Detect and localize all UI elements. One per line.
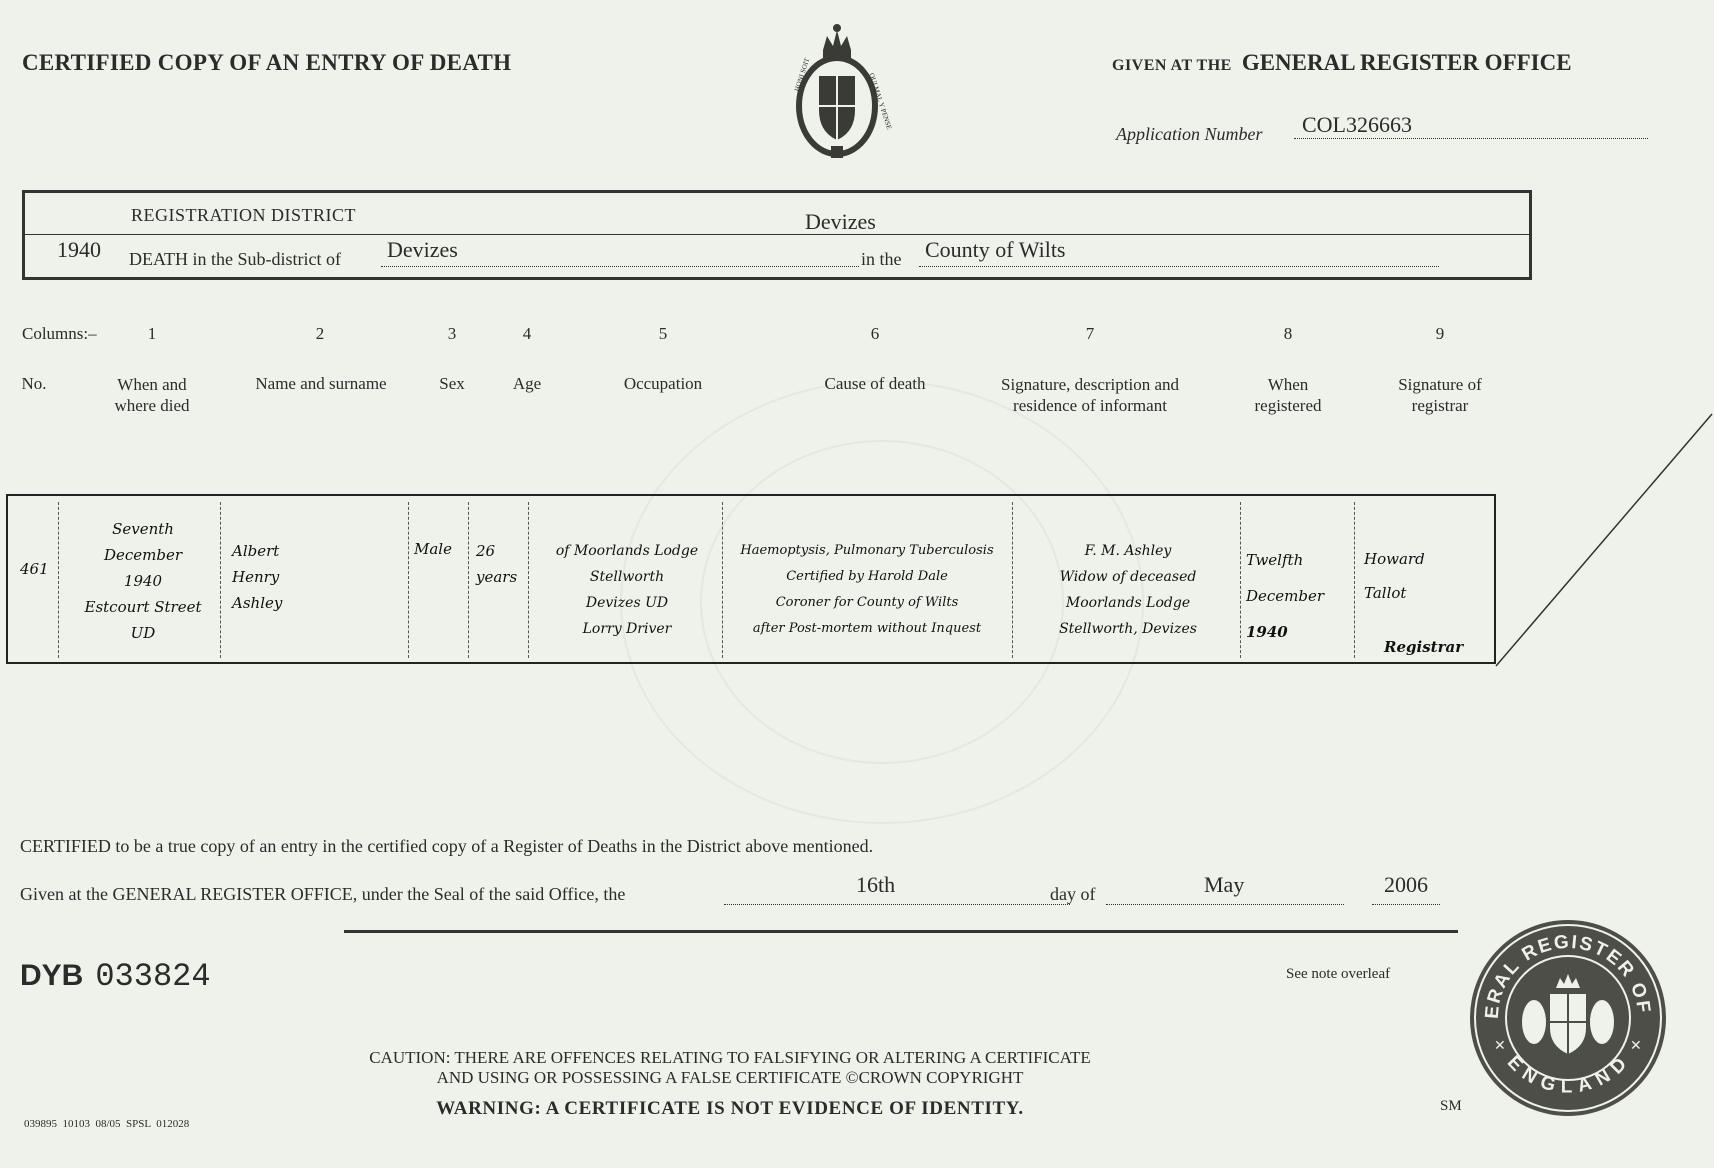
column-header-registered-line2: registered (1254, 396, 1322, 415)
entry-sex: Male (414, 540, 452, 558)
district-divider (25, 234, 1529, 235)
col-divider-2 (220, 502, 221, 658)
entry-when-where-line1: Seventh (112, 520, 174, 538)
column-header-informant (970, 374, 1210, 416)
svg-text:✕: ✕ (1494, 1038, 1506, 1054)
entry-cause-line3: Coroner for County of Wilts (775, 595, 959, 610)
entry-when-where-line2: December (103, 546, 183, 564)
entry-cause-line4: after Post-mortem without Inquest (752, 621, 982, 636)
form-code: 039895 10103 08/05 SPSL 012028 (24, 1118, 190, 1130)
entry-when-where-line3: 1940 (123, 572, 163, 590)
col-divider-9 (1354, 502, 1355, 658)
entry-name-line1: Albert (232, 542, 280, 560)
general-register-office-heading: GENERAL REGISTER OFFICE (1241, 50, 1572, 75)
column-header-registrar-line1: Signature of (1398, 375, 1482, 394)
column-number-4: 4 (522, 324, 532, 343)
day-of-label: day of (1050, 884, 1096, 904)
column-header-registered (1228, 374, 1348, 416)
sub-district-dotline (381, 266, 859, 267)
entry-name-line2: Henry (232, 568, 280, 586)
sm-mark: SM (1440, 1098, 1462, 1114)
entry-table (6, 494, 1496, 664)
caution-line2: AND USING OR POSSESSING A FALSE CERTIFICATE ©CROWN COPYRIGHT (436, 1068, 1024, 1087)
caution-block (280, 1048, 1180, 1120)
given-day: 16th (856, 872, 896, 897)
entry-cause-line2: Certified by Harold Dale (786, 569, 948, 584)
column-header-informant-line2: residence of informant (1013, 396, 1167, 415)
entry-registered-line3: 1940 (1246, 623, 1288, 641)
column-header-cause: Cause of death (824, 374, 926, 393)
entry-informant-line2: Widow of deceased (1059, 569, 1197, 585)
sub-district-value: Devizes (387, 237, 458, 262)
column-header-when-where-line1: When and (117, 375, 187, 394)
given-year: 2006 (1384, 872, 1428, 897)
entry-registered-line2: December (1246, 587, 1325, 605)
sub-district-label: DEATH in the Sub-district of (129, 249, 341, 269)
column-number-8: 8 (1283, 324, 1293, 343)
registration-district-value: Devizes (805, 209, 876, 234)
entry-registrar-label: Registrar (1384, 638, 1464, 656)
col-divider-6 (722, 502, 723, 658)
entry-occupation-line2: Stellworth (589, 569, 665, 585)
caution-line1: CAUTION: THERE ARE OFFENCES RELATING TO FALSIFYING OR ALTERING A CERTIFICATE (369, 1048, 1091, 1067)
royal-crest (793, 20, 894, 160)
cancellation-line (1494, 400, 1714, 670)
col-divider-3 (408, 502, 409, 658)
col-divider-7 (1012, 502, 1013, 658)
general-register-office-seal (1468, 918, 1668, 1118)
county-value: County of Wilts (925, 237, 1066, 262)
col-divider-1 (58, 502, 59, 658)
column-header-occupation: Occupation (623, 374, 703, 393)
crest-motto-right: QUI MAL Y PENSE (867, 72, 894, 131)
serial-value: 033824 (95, 958, 211, 995)
serial-prefix: DYB (20, 959, 84, 992)
column-number-7: 7 (1085, 324, 1095, 343)
entry-cause-line1: Haemoptysis, Pulmonary Tuberculosis (740, 543, 994, 558)
given-at-label: GIVEN AT THE (1112, 57, 1232, 74)
column-header-informant-line1: Signature, description and (1001, 375, 1179, 394)
column-header-no: No. (21, 374, 47, 393)
entry-cause (726, 538, 1008, 642)
col-divider-4 (468, 502, 469, 658)
column-header-sex: Sex (439, 374, 465, 393)
column-header-registered-line1: When (1267, 375, 1309, 394)
registration-district-label: REGISTRATION DISTRICT (131, 205, 356, 225)
svg-text:✕: ✕ (1630, 1038, 1642, 1054)
column-header-when-where (92, 374, 212, 416)
entry-when-where (70, 516, 216, 646)
separator-rule (344, 930, 1458, 933)
given-at-prefix: Given at the GENERAL REGISTER OFFICE, under the Seal of the said Office, the (20, 884, 626, 904)
certificate-title: CERTIFIED COPY OF AN ENTRY OF DEATH (22, 50, 512, 75)
entry-occupation-line4: Lorry Driver (582, 621, 672, 637)
death-year: 1940 (57, 237, 101, 262)
entry-when-where-line5: UD (130, 624, 156, 642)
columns-label: Columns:– (22, 324, 97, 343)
entry-informant-line1: F. M. Ashley (1084, 543, 1172, 559)
seal-top-text: ERAL REGISTER OF (1481, 931, 1655, 1020)
see-note-overleaf: See note overleaf (1286, 966, 1391, 982)
royal-crest-icon (795, 20, 879, 160)
column-number-6: 6 (870, 324, 880, 343)
registration-district-box (22, 190, 1532, 280)
entry-occupation-line3: Devizes UD (585, 595, 669, 611)
entry-number: 461 (20, 560, 49, 578)
column-number-1: 1 (147, 324, 157, 343)
in-the-label: in the (861, 249, 902, 269)
column-header-age: Age (512, 374, 542, 393)
entry-age (476, 538, 517, 590)
identity-warning: WARNING: A CERTIFICATE IS NOT EVIDENCE OF IDENTITY. (436, 1098, 1024, 1119)
application-number-row (1116, 112, 1648, 144)
entry-age-line1: 26 (476, 542, 496, 560)
month-dotline (1106, 904, 1344, 905)
entry-registrar-sig-line2: Tallot (1364, 584, 1407, 602)
column-header-registrar (1380, 374, 1500, 416)
entry-informant-line3: Moorlands Lodge (1065, 595, 1191, 611)
day-dotline (724, 904, 1070, 905)
entry-registrar-signature (1364, 542, 1484, 610)
entry-informant-line4: Stellworth, Devizes (1059, 621, 1197, 637)
crest-motto-left: HONI SOIT (793, 56, 812, 93)
entry-occupation-line1: of Moorlands Lodge (555, 543, 699, 559)
column-number-3: 3 (447, 324, 457, 343)
entry-name-line3: Ashley (232, 594, 283, 612)
county-dotline (919, 266, 1439, 267)
entry-informant (1018, 538, 1238, 642)
col-divider-8 (1240, 502, 1241, 658)
column-number-9: 9 (1435, 324, 1445, 343)
application-number-value: COL326663 (1302, 112, 1412, 137)
col-divider-5 (528, 502, 529, 658)
year-dotline (1372, 904, 1440, 905)
certification-statement: CERTIFIED to be a true copy of an entry in the certified copy of a Register of Deaths in the District above mentioned. (20, 836, 874, 856)
entry-registrar-sig-line1: Howard (1364, 550, 1425, 568)
given-at-row (20, 872, 1440, 906)
register-office-seal-icon (1468, 918, 1668, 1118)
entry-when-where-line4: Estcourt Street (84, 598, 202, 616)
entry-name (232, 538, 382, 616)
column-number-5: 5 (658, 324, 668, 343)
entry-occupation (534, 538, 720, 642)
column-number-2: 2 (315, 324, 325, 343)
given-month: May (1204, 872, 1245, 897)
entry-age-line2: years (476, 568, 518, 586)
entry-registered-line1: Twelfth (1246, 551, 1304, 569)
application-number-label: Application Number (1116, 124, 1263, 144)
entry-registered (1246, 542, 1350, 650)
given-at-line (1112, 50, 1572, 76)
column-header-name: Name and surname (255, 374, 387, 393)
serial-number (20, 958, 211, 995)
seal-bottom-text: ENGLAND (1502, 1051, 1634, 1098)
application-number-dotline (1294, 138, 1648, 139)
column-header-when-where-line2: where died (114, 396, 190, 415)
column-header-registrar-line2: registrar (1411, 396, 1469, 415)
